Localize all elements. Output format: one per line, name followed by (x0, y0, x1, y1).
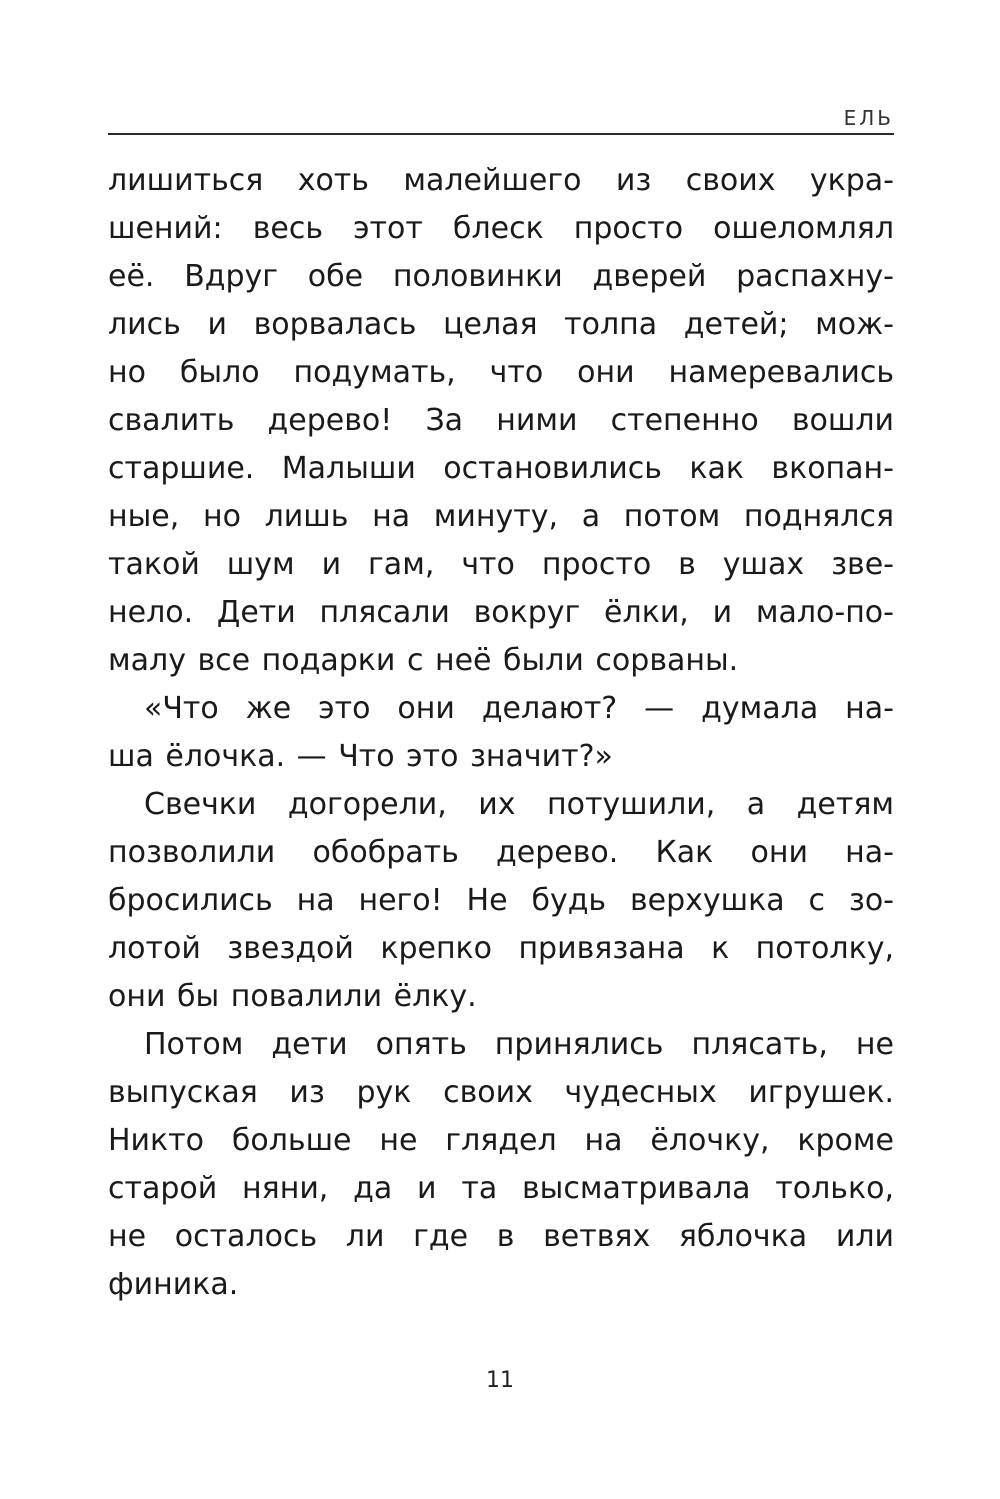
text-line: лотой звездой крепко привязана к потолку, (108, 931, 894, 966)
text-line: Потом дети опять принялись плясать, не (144, 1027, 894, 1062)
text-line: позволили обобрать дерево. Как они на- (108, 835, 894, 870)
text-line: они бы повалили ёлку. (108, 979, 477, 1014)
text-line: Никто больше не глядел на ёлочку, кроме (108, 1123, 894, 1158)
running-head: ЕЛЬ (843, 106, 894, 130)
body-text (108, 157, 894, 1309)
text-line: такой шум и гам, что просто в ушах зве- (108, 547, 894, 582)
text-line: «Что же это они делают? — думала на- (144, 691, 894, 726)
text-line: финика. (108, 1267, 239, 1302)
page-number: 11 (486, 1368, 514, 1393)
text-line: старшие. Малыши остановились как вкопан- (108, 451, 894, 486)
text-line: лись и ворвалась целая толпа детей; мож- (108, 307, 894, 342)
text-line: ша ёлочка. — Что это значит?» (108, 739, 613, 774)
text-line: не осталось ли где в ветвях яблочка или (108, 1219, 894, 1254)
text-line: ные, но лишь на минуту, а потом поднялся (108, 499, 894, 534)
text-line: старой няни, да и та высматривала только, (108, 1171, 894, 1206)
text-line: бросились на него! Не будь верхушка с зо- (108, 883, 894, 918)
text-line: свалить дерево! За ними степенно вошли (108, 403, 894, 438)
text-line: Свечки догорели, их потушили, а детям (144, 787, 894, 822)
text-line: выпуская из рук своих чудесных игрушек. (108, 1075, 894, 1110)
text-line: лишиться хоть малейшего из своих укра- (108, 163, 894, 198)
text-line: малу все подарки с неё были сорваны. (108, 643, 739, 678)
header-rule (108, 133, 894, 135)
text-line: её. Вдруг обе половинки дверей распахну- (108, 259, 894, 294)
text-line: шений: весь этот блеск просто ошеломлял (108, 211, 894, 246)
text-line: но было подумать, что они намеревались (108, 355, 894, 390)
text-line: нело. Дети плясали вокруг ёлки, и мало-по- (108, 595, 894, 630)
